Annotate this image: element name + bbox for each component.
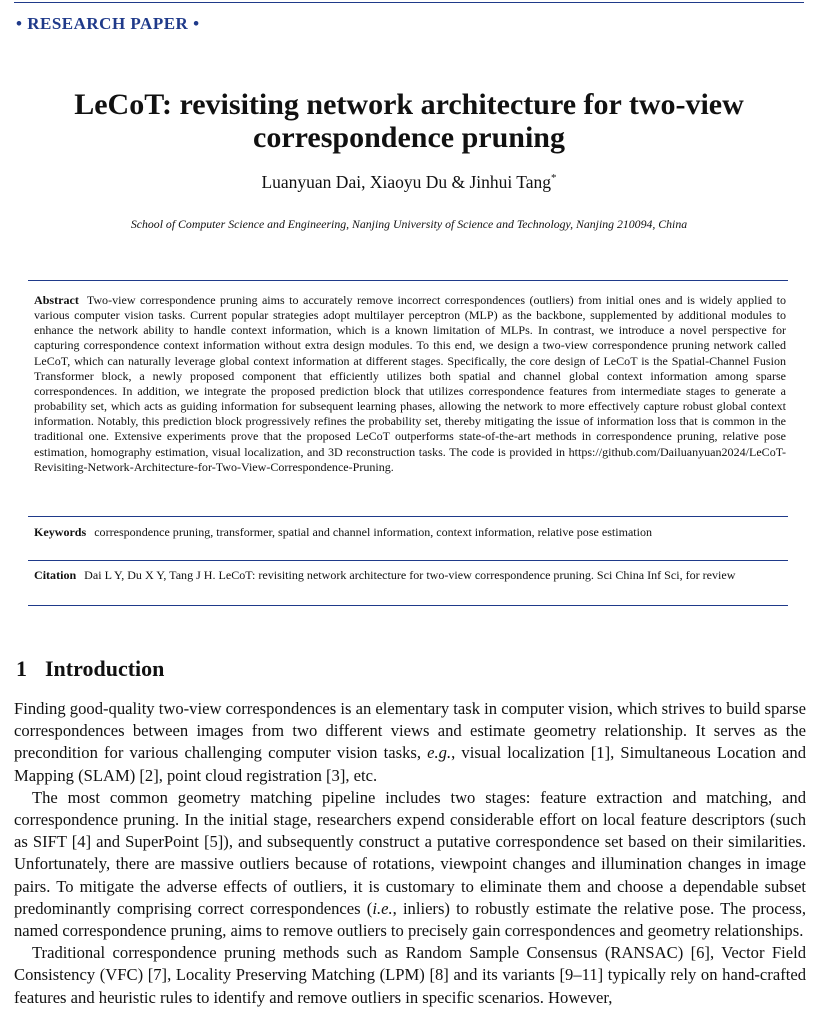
citation-text: Dai L Y, Du X Y, Tang J H. LeCoT: revisiting network architecture for two-view correspondence pruning. Sci China Inf Sci, for review — [84, 568, 736, 582]
paragraph-1-text-a: Finding good-quality two-view correspondences is an elementary task in computer vision, which strives to build sparse correspondences between images from two different views and estimate geometry relationship. It serves as the precondition for various challenging computer vision tasks, — [14, 699, 806, 763]
title-line-1: LeCoT: revisiting network architecture for two-view — [74, 88, 744, 121]
section-title: Introduction — [45, 656, 165, 681]
introduction-body — [14, 698, 806, 1009]
affiliation: School of Computer Science and Engineering, Nanjing University of Science and Technology, Nanjing 210094, China — [130, 217, 688, 231]
corresponding-author-mark: * — [551, 172, 557, 185]
citation-label: Citation — [34, 568, 77, 582]
paragraph-1-text-b: , visual localization [1], Simultaneous Location and Mapping (SLAM) [2], point cloud registration [3], etc. — [14, 743, 806, 785]
paragraph-2-text-b: , inliers) to robustly estimate the relative pose. The process, named correspondence pruning, aims to remove outliers to precisely gain correspondences and geometry relationships. — [14, 898, 806, 941]
paragraph-3: Traditional correspondence pruning methods such as Random Sample Consensus (RANSAC) [6], Vector Field Consistency (VFC) [7], Locality Preserving Matching (LPM) [8] and its variants [9–11] typically rely on hand-crafted features and heuristic rules to identify and remove outliers in specific scenarios. However, — [14, 943, 806, 1007]
section-heading-introduction — [16, 656, 164, 682]
section-number: 1 — [16, 656, 27, 681]
keywords-block — [34, 525, 786, 540]
abstract-text: Two-view correspondence pruning aims to accurately remove incorrect correspondences (outliers) from initial ones and is widely applied to various computer vision tasks. Current popular strategies adopt multilayer perceptron (MLP) as the backbone, supplemented by additional modules to enhance the network ability to handle context information, which is a known limitation of MLPs. In contrast, we introduce a novel perspective for capturing correspondence context information without extra design modules. To this end, we design a two-view correspondence pruning network called LeCoT, which can naturally leverage global context information at different stages. Specifically, the core design of LeCoT is the Spatial-Channel Fusion Transformer block, a newly proposed component that efficiently utilizes both spatial and channel global context information among sparse correspondences. In addition, we integrate the proposed prediction block that utilizes correspondence features from intermediate stages to generate a probability set, which acts as guiding information for subsequent learning phases, allowing the network to more effectively capture robust global context information. Notably, this prediction block progressively refines the probability set, thereby mitigating the issue of information loss that is common in the traditional one. Extensive experiments prove that the proposed LeCoT outperforms state-of-the-art methods in correspondence pruning, relative pose estimation, homography estimation, visual localization, and 3D reconstruction tasks. The code is provided in https://github.com/Dailuanyuan2024/LeCoT-Revisiting-Network-Architecture-for-Two-View-Correspondence-Pruning. — [34, 293, 786, 474]
top-rule — [14, 2, 804, 3]
citation-bottom-rule — [28, 605, 788, 606]
paragraph-1-eg: e.g. — [427, 743, 452, 763]
title-line-2: correspondence pruning — [253, 121, 565, 154]
citation-block — [34, 568, 786, 583]
author-list — [0, 172, 818, 193]
paragraph-2-text-a: The most common geometry matching pipeline includes two stages: feature extraction and matching, and correspondence pruning. In the initial stage, researchers expend considerable effort on local feature descriptors (such as SIFT [4] and SuperPoint [5]), and subsequently construct a putative correspondence set based on their similarities. Unfortunately, there are massive outliers because of rotations, viewpoint changes and illumination changes in image pairs. To mitigate the adverse effects of outliers, it is customary to eliminate them and choose a dependable subset predominantly comprising correct correspondences ( — [14, 787, 806, 918]
paragraph-2-ie: i.e. — [372, 898, 393, 918]
abstract-label: Abstract — [34, 293, 79, 307]
keywords-text: correspondence pruning, transformer, spatial and channel information, context information, relative pose estimation — [94, 525, 653, 539]
paragraph-2 — [14, 787, 806, 942]
paper-title — [0, 88, 818, 154]
citation-rule — [28, 560, 788, 561]
keywords-rule — [28, 516, 788, 517]
paragraph-1 — [14, 698, 806, 787]
abstract-block — [34, 293, 786, 475]
keywords-label: Keywords — [34, 525, 87, 539]
author-names: Luanyuan Dai, Xiaoyu Du & Jinhui Tang — [261, 172, 552, 192]
abstract-top-rule — [28, 280, 788, 281]
paper-type-banner: • RESEARCH PAPER • — [16, 14, 200, 33]
